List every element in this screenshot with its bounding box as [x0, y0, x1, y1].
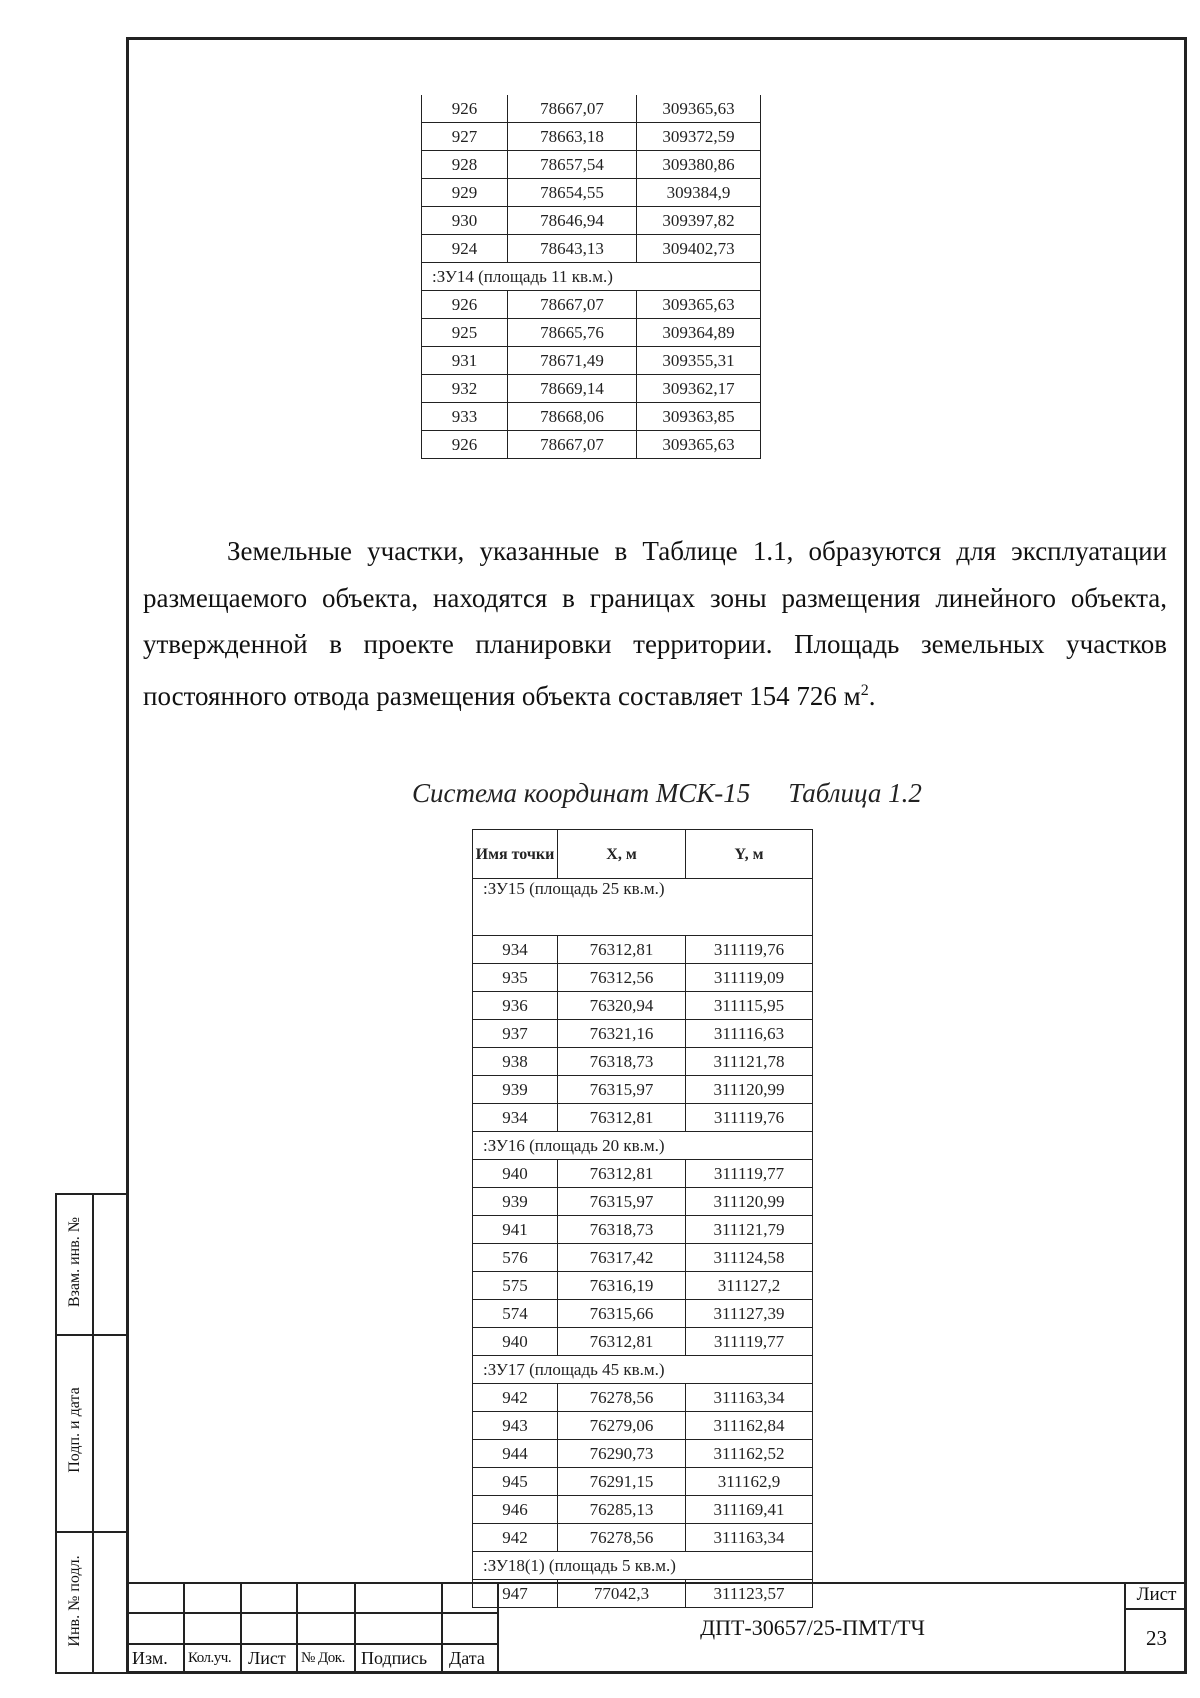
point-name-cell: 928: [422, 151, 508, 179]
point-name-cell: 937: [473, 1020, 558, 1048]
table-row: [473, 1048, 813, 1076]
x-coordinate-cell: 76312,81: [558, 936, 686, 964]
x-coordinate-cell: 76320,94: [558, 992, 686, 1020]
x-coordinate-cell: 78665,76: [508, 319, 637, 347]
table-row: [473, 1496, 813, 1524]
point-name-cell: 944: [473, 1440, 558, 1468]
point-name-cell: 931: [422, 347, 508, 375]
y-coordinate-cell: 311119,76: [686, 1104, 813, 1132]
section-label: :ЗУ15 (площадь 25 кв.м.): [473, 879, 813, 936]
section-label: :ЗУ17 (площадь 45 кв.м.): [473, 1356, 813, 1384]
x-coordinate-cell: 76278,56: [558, 1384, 686, 1412]
section-row: [422, 263, 761, 291]
table-row: [473, 1412, 813, 1440]
point-name-cell: 925: [422, 319, 508, 347]
y-coordinate-cell: 311121,78: [686, 1048, 813, 1076]
table-row: [422, 207, 761, 235]
y-coordinate-cell: 311119,09: [686, 964, 813, 992]
y-coordinate-cell: 309372,59: [637, 123, 761, 151]
table-row: [422, 431, 761, 459]
point-name-cell: 946: [473, 1496, 558, 1524]
point-name-cell: 576: [473, 1244, 558, 1272]
body-paragraph: [143, 528, 1167, 719]
point-name-cell: 940: [473, 1160, 558, 1188]
col-doc: № Док.: [301, 1650, 345, 1666]
y-coordinate-cell: 309365,63: [637, 291, 761, 319]
point-name-cell: 926: [422, 291, 508, 319]
table-row: [473, 1468, 813, 1496]
table-row: [422, 151, 761, 179]
table-row: [473, 1216, 813, 1244]
y-coordinate-cell: 311121,79: [686, 1216, 813, 1244]
point-name-cell: 942: [473, 1384, 558, 1412]
table-row: [473, 1300, 813, 1328]
x-coordinate-cell: 78671,49: [508, 347, 637, 375]
point-name-cell: 926: [422, 95, 508, 123]
side-stamp-podp-line: [92, 1334, 94, 1532]
table-row: [473, 1384, 813, 1412]
paragraph-line: утвержденной в проекте планировки территории. Площадь земельных участков: [143, 629, 1167, 659]
point-name-cell: 932: [422, 375, 508, 403]
x-coordinate-cell: 76291,15: [558, 1468, 686, 1496]
y-coordinate-cell: 311162,52: [686, 1440, 813, 1468]
point-name-cell: 934: [473, 1104, 558, 1132]
point-name-cell: 939: [473, 1076, 558, 1104]
y-coordinate-cell: 311116,63: [686, 1020, 813, 1048]
superscript: 2: [860, 681, 869, 699]
x-coordinate-cell: 77042,3: [558, 1580, 686, 1608]
y-coordinate-cell: 311163,34: [686, 1384, 813, 1412]
x-coordinate-cell: 78668,06: [508, 403, 637, 431]
col-data: Дата: [449, 1648, 485, 1668]
y-coordinate-cell: 311119,77: [686, 1160, 813, 1188]
table-row: [473, 992, 813, 1020]
point-name-cell: 926: [422, 431, 508, 459]
x-coordinate-cell: 76312,81: [558, 1160, 686, 1188]
x-coordinate-cell: 78663,18: [508, 123, 637, 151]
table-row: [473, 1440, 813, 1468]
y-coordinate-cell: 311124,58: [686, 1244, 813, 1272]
x-coordinate-cell: 76317,42: [558, 1244, 686, 1272]
x-coordinate-cell: 78667,07: [508, 431, 637, 459]
point-name-cell: 938: [473, 1048, 558, 1076]
y-coordinate-cell: 311127,39: [686, 1300, 813, 1328]
point-name-cell: 930: [422, 207, 508, 235]
table-row: [422, 375, 761, 403]
x-coordinate-cell: 76285,13: [558, 1496, 686, 1524]
y-coordinate-cell: 309402,73: [637, 235, 761, 263]
coordinates-table-1-2: [472, 829, 813, 1608]
side-stamp-vzam-label: Взам. инв. №: [66, 1216, 83, 1308]
x-coordinate-cell: 76316,19: [558, 1272, 686, 1300]
table-row: [473, 1020, 813, 1048]
y-coordinate-cell: 309365,63: [637, 431, 761, 459]
table-row: [473, 1328, 813, 1356]
y-coordinate-cell: 311120,99: [686, 1076, 813, 1104]
x-coordinate-cell: 78654,55: [508, 179, 637, 207]
x-coordinate-cell: 78669,14: [508, 375, 637, 403]
table-row: [473, 936, 813, 964]
y-coordinate-cell: 311162,84: [686, 1412, 813, 1440]
header-x: X, м: [558, 830, 686, 879]
header-y: Y, м: [686, 830, 813, 879]
table-row: [422, 403, 761, 431]
paragraph-line: постоянного отвода размещения объекта составляет 154 726 м: [143, 680, 861, 711]
document-code: ДПТ-30657/25-ПМТ/ТЧ: [700, 1615, 925, 1640]
point-name-cell: 947: [473, 1580, 558, 1608]
y-coordinate-cell: 309380,86: [637, 151, 761, 179]
x-coordinate-cell: 78643,13: [508, 235, 637, 263]
table-row: [422, 95, 761, 123]
table-row: [473, 1244, 813, 1272]
point-name-cell: 929: [422, 179, 508, 207]
table-row: [473, 1188, 813, 1216]
section-row: [473, 879, 813, 936]
y-coordinate-cell: 311115,95: [686, 992, 813, 1020]
x-coordinate-cell: 78646,94: [508, 207, 637, 235]
table-row: [422, 347, 761, 375]
table-row: [473, 1160, 813, 1188]
table-row: [422, 179, 761, 207]
point-name-cell: 924: [422, 235, 508, 263]
paragraph-line: размещаемого объекта, находятся в границах зоны размещения линейного объекта,: [143, 582, 1167, 613]
y-coordinate-cell: 309397,82: [637, 207, 761, 235]
table-caption: [412, 778, 922, 809]
table-row: [422, 291, 761, 319]
y-coordinate-cell: 311162,9: [686, 1468, 813, 1496]
point-name-cell: 574: [473, 1300, 558, 1328]
y-coordinate-cell: 311127,2: [686, 1272, 813, 1300]
paragraph-end: .: [868, 680, 876, 711]
y-coordinate-cell: 311119,77: [686, 1328, 813, 1356]
section-label: :ЗУ18(1) (площадь 5 кв.м.): [473, 1552, 813, 1580]
y-coordinate-cell: 309363,85: [637, 403, 761, 431]
col-kol-uch: Кол.уч.: [188, 1650, 232, 1666]
table-row: [422, 123, 761, 151]
table-row: [422, 235, 761, 263]
x-coordinate-cell: 76279,06: [558, 1412, 686, 1440]
point-name-cell: 939: [473, 1188, 558, 1216]
point-name-cell: 934: [473, 936, 558, 964]
table-row: [473, 964, 813, 992]
y-coordinate-cell: 311119,76: [686, 936, 813, 964]
point-name-cell: 943: [473, 1412, 558, 1440]
sheet-label: Лист: [1136, 1584, 1177, 1605]
side-stamp-vzam-line: [92, 1193, 94, 1335]
header-point-name: Имя точки: [473, 830, 558, 879]
x-coordinate-cell: 76290,73: [558, 1440, 686, 1468]
side-stamp-inv-line: [92, 1531, 94, 1674]
section-row: [473, 1132, 813, 1160]
point-name-cell: 936: [473, 992, 558, 1020]
x-coordinate-cell: 78667,07: [508, 291, 637, 319]
x-coordinate-cell: 76278,56: [558, 1524, 686, 1552]
side-stamp-inv-label: Инв. № подл.: [66, 1555, 83, 1647]
point-name-cell: 575: [473, 1272, 558, 1300]
table-row: [473, 1104, 813, 1132]
col-podpis: Подпись: [361, 1648, 428, 1668]
y-coordinate-cell: 309364,89: [637, 319, 761, 347]
paragraph-line: Земельные участки, указанные в Таблице 1.1, образуются для эксплуатации: [227, 536, 1167, 566]
y-coordinate-cell: 309355,31: [637, 347, 761, 375]
col-izm: Изм.: [132, 1648, 168, 1668]
y-coordinate-cell: 311169,41: [686, 1496, 813, 1524]
coordinate-system-label: Система координат МСК-15: [412, 778, 751, 808]
section-row: [473, 1552, 813, 1580]
side-stamp-podp-label: Подп. и дата: [66, 1387, 83, 1473]
x-coordinate-cell: 76312,81: [558, 1104, 686, 1132]
y-coordinate-cell: 309365,63: [637, 95, 761, 123]
section-label: :ЗУ16 (площадь 20 кв.м.): [473, 1132, 813, 1160]
y-coordinate-cell: 311120,99: [686, 1188, 813, 1216]
x-coordinate-cell: 76315,97: [558, 1076, 686, 1104]
y-coordinate-cell: 311123,57: [686, 1580, 813, 1608]
y-coordinate-cell: 309384,9: [637, 179, 761, 207]
x-coordinate-cell: 78657,54: [508, 151, 637, 179]
section-row: [473, 1356, 813, 1384]
title-block: [126, 1582, 1187, 1674]
point-name-cell: 935: [473, 964, 558, 992]
x-coordinate-cell: 76315,97: [558, 1188, 686, 1216]
y-coordinate-cell: 311163,34: [686, 1524, 813, 1552]
coordinates-table-1-1: [421, 95, 761, 459]
section-label: :ЗУ14 (площадь 11 кв.м.): [422, 263, 761, 291]
col-list: Лист: [248, 1648, 286, 1668]
point-name-cell: 941: [473, 1216, 558, 1244]
point-name-cell: 942: [473, 1524, 558, 1552]
x-coordinate-cell: 76315,66: [558, 1300, 686, 1328]
x-coordinate-cell: 76312,56: [558, 964, 686, 992]
point-name-cell: 927: [422, 123, 508, 151]
table-row: [473, 1272, 813, 1300]
sheet-number: 23: [1146, 1626, 1167, 1650]
point-name-cell: 940: [473, 1328, 558, 1356]
x-coordinate-cell: 76318,73: [558, 1216, 686, 1244]
x-coordinate-cell: 76321,16: [558, 1020, 686, 1048]
paragraph-last-line: [143, 668, 1167, 720]
x-coordinate-cell: 78667,07: [508, 95, 637, 123]
point-name-cell: 933: [422, 403, 508, 431]
table-row: [473, 1076, 813, 1104]
y-coordinate-cell: 309362,17: [637, 375, 761, 403]
point-name-cell: 945: [473, 1468, 558, 1496]
table-row: [473, 1524, 813, 1552]
table-row: [422, 319, 761, 347]
x-coordinate-cell: 76318,73: [558, 1048, 686, 1076]
x-coordinate-cell: 76312,81: [558, 1328, 686, 1356]
table-number: Таблица 1.2: [788, 778, 922, 808]
